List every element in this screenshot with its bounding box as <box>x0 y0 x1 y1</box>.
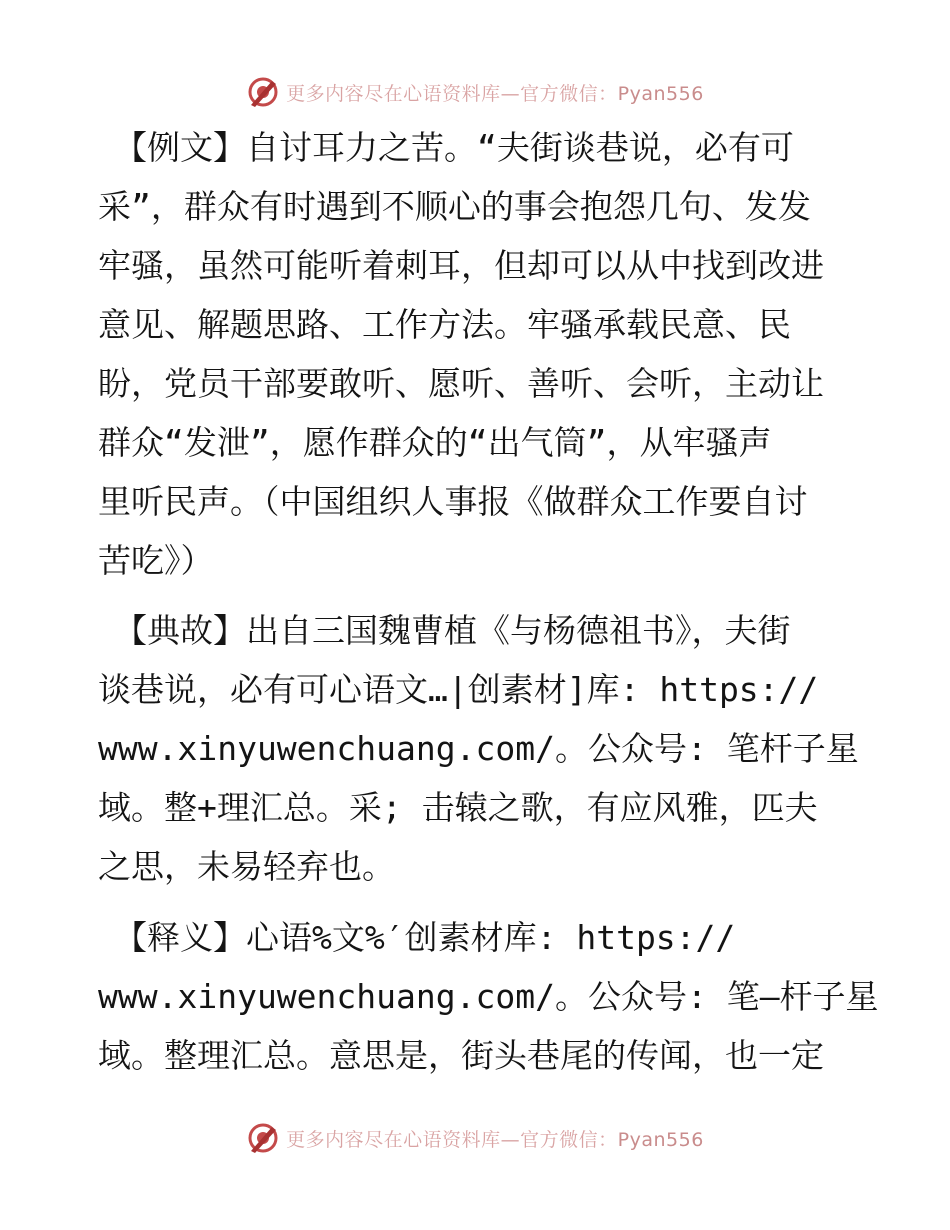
footer-banner-account: Pyan556 <box>617 1128 704 1151</box>
paragraph-allusion <box>98 601 858 896</box>
text-line: 盼，党员干部要敢听、愿听、善听、会听，主动让 <box>98 364 824 403</box>
text-line: 意见、解题思路、工作方法。牢骚承载民意、民 <box>98 305 791 344</box>
paragraph-example <box>98 118 858 590</box>
text-line: 群众“发泄”，愿作群众的“出气筒”，从牢骚声 <box>98 423 772 462</box>
text-line: 苦吃》） <box>98 541 214 580</box>
header-banner-account: Pyan556 <box>617 82 704 105</box>
pen-logo-icon <box>246 1121 280 1155</box>
text-line: 谈巷说，必有可心语文…|创素材]库: https:// <box>98 670 819 709</box>
text-line: 【典故】出自三国魏曹植《与杨德祖书》，夫街 <box>114 611 791 650</box>
footer-banner <box>0 1118 950 1158</box>
header-banner <box>0 72 950 112</box>
text-line: 里听民声。（中国组织人事报《做群众工作要自讨 <box>98 482 808 521</box>
text-line: 采”，群众有时遇到不顺心的事会抱怨几句、发发 <box>98 187 811 226</box>
text-line: 【释义】心语%文%′创素材库: https:// <box>114 918 736 957</box>
footer-banner-text: 更多内容尽在心语资料库—官方微信：Pyan556 <box>286 1128 704 1151</box>
text-line: www.xinyuwenchuang.com/。公众号: 笔杆子星 <box>98 729 859 768</box>
text-line: 域。整理汇总。意思是，街头巷尾的传闻，也一定 <box>98 1036 824 1075</box>
text-line: 【例文】自讨耳力之苦。“夫街谈巷说，必有可 <box>114 128 794 167</box>
text-line: www.xinyuwenchuang.com/。公众号: 笔—杆子星 <box>98 977 879 1016</box>
pen-logo-icon <box>246 75 280 109</box>
text-line: 之思，未易轻弃也。 <box>98 847 395 886</box>
header-banner-text: 更多内容尽在心语资料库—官方微信：Pyan556 <box>286 82 704 105</box>
paragraph-meaning <box>98 908 879 1085</box>
text-line: 牢骚，虽然可能听着刺耳，但却可以从中找到改进 <box>98 246 824 285</box>
text-line: 域。整+理汇总。采; 击辕之歌，有应风雅，匹夫 <box>98 788 818 827</box>
